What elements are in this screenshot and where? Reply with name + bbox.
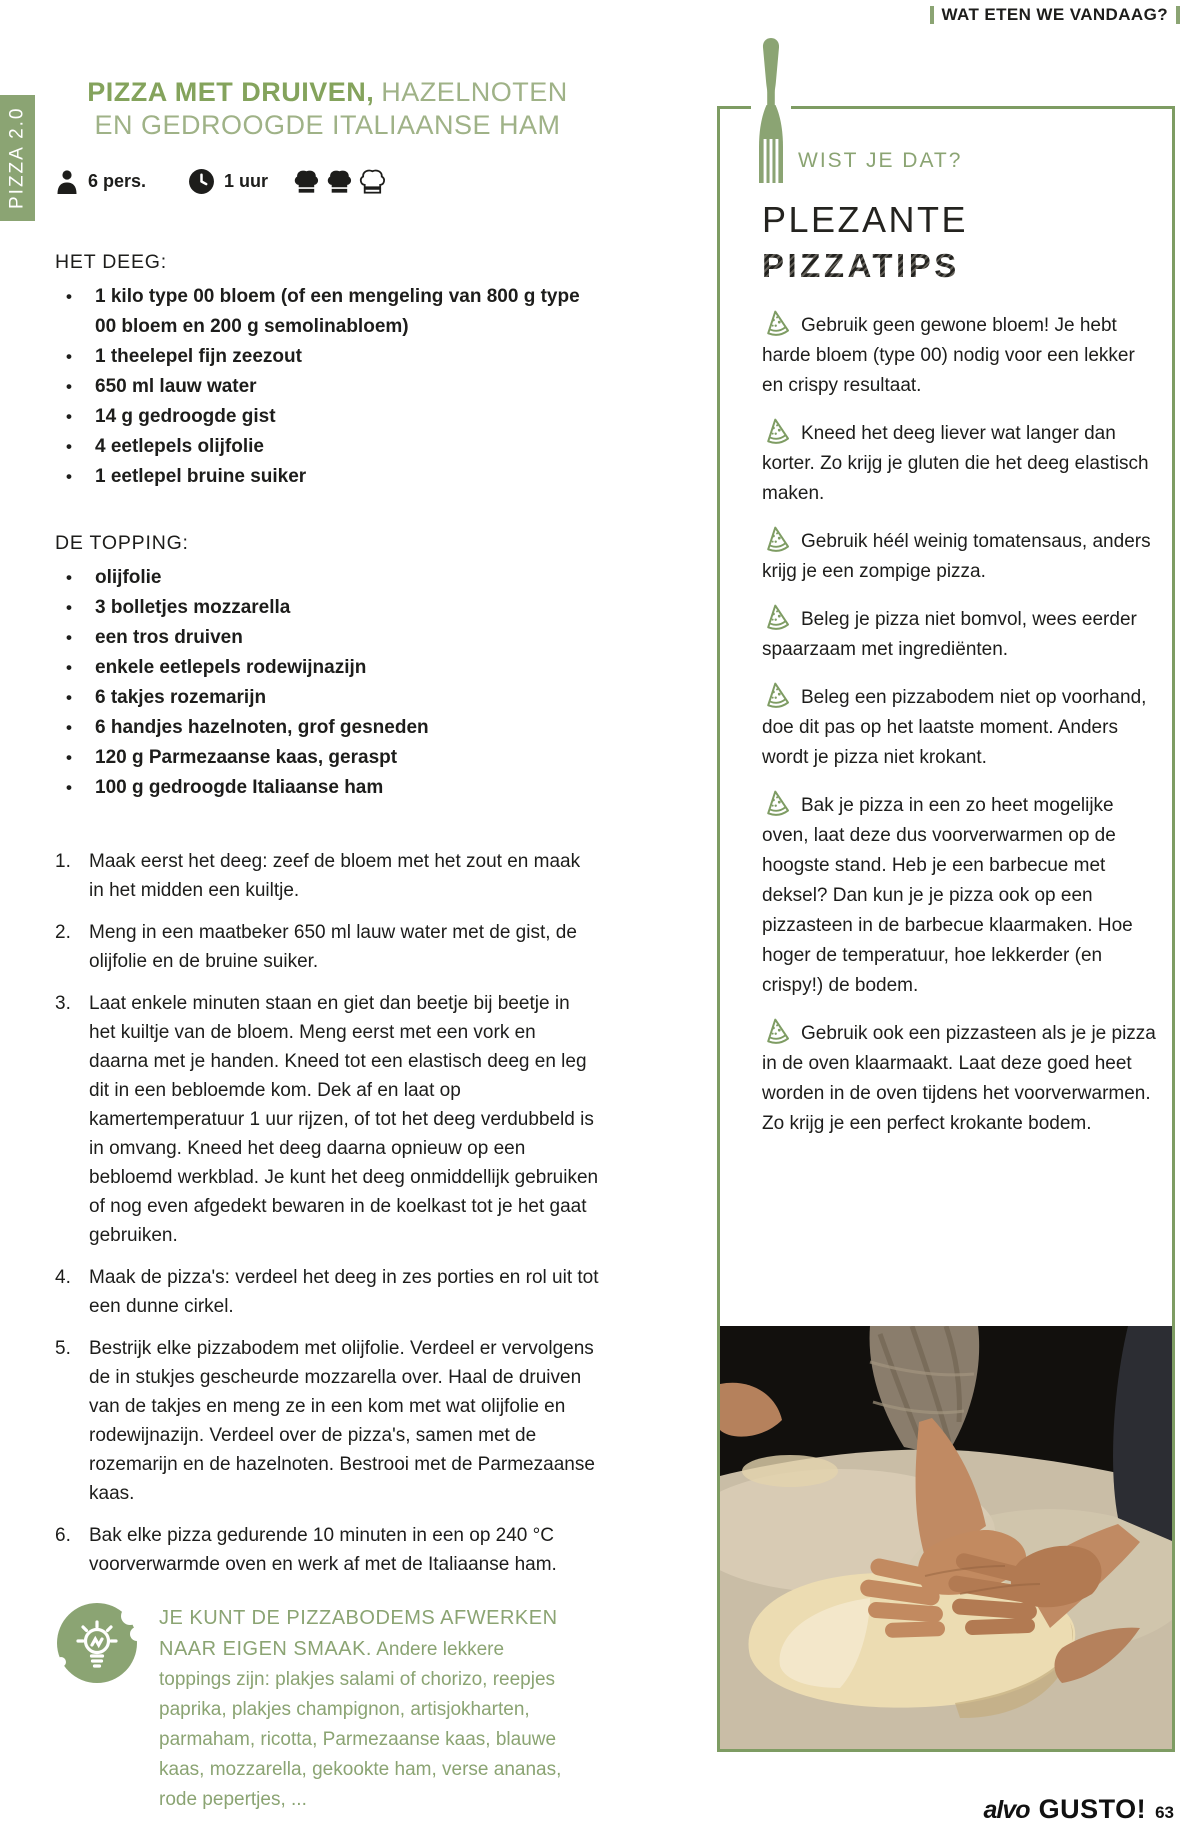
chef-tip-block (55, 1601, 600, 1815)
person-icon (55, 169, 79, 195)
pizza-tip: Bak je pizza in een zo heet mogelijke oven, laat deze dus voorverwarmen op de hoogste stand. Heb je een barbecue met deksel? Dan kun je je pizza ook op een pizzasteen in de barbecue klaarmaken. Hoe hoger de temperatuur, hoe lekkerder (en crispy!) de bodem. (762, 789, 1158, 1001)
pizza-slice-icon (762, 603, 792, 633)
pizza-tip: Gebruik héél weinig tomatensaus, anders krijg je een zompige pizza. (762, 525, 1158, 587)
side-tab-pizza-2-0: PIZZA 2.0 (0, 95, 35, 221)
header-bar-icon (930, 6, 934, 24)
brand-gusto: GUSTO! (1038, 1794, 1147, 1824)
chef-hat-filled-icon (292, 168, 321, 195)
fork-icon (751, 35, 791, 185)
pizza-tip: Kneed het deeg liever wat langer dan korter. Zo krijg je gluten die het deeg elastisch maken. (762, 417, 1158, 509)
chef-hat-outline-icon (358, 168, 387, 195)
tips-kicker: WIST JE DAT? (798, 149, 963, 172)
page-footer (984, 1794, 1174, 1825)
tips-title-line2: PIZZATIPS (762, 247, 960, 284)
ingredient-item: • 1 eetlepel bruine suiker (55, 462, 600, 492)
brand-alvo: alvo (983, 1796, 1030, 1824)
clock-icon (188, 168, 215, 195)
page-number: 63 (1155, 1803, 1174, 1822)
kneading-dough-photo (720, 1326, 1172, 1749)
ingredient-item: • 120 g Parmezaanse kaas, geraspt (55, 743, 600, 773)
preparation-steps (55, 847, 600, 1579)
servings-meta (55, 169, 146, 195)
pizza-slice-icon (762, 525, 792, 555)
recipe-title-light: HAZELNOTEN (381, 77, 568, 107)
dough-heading: HET DEEG: (55, 251, 167, 273)
step-item: Maak eerst het deeg: zeef de bloem met het zout en maak in het midden een kuiltje. (89, 851, 581, 901)
recipe-meta (55, 168, 600, 195)
recipe-column (55, 76, 600, 1815)
ingredient-item: • 14 g gedroogde gist (55, 402, 600, 432)
ingredient-item: • 100 g gedroogde Italiaanse ham (55, 773, 600, 803)
step-item: Bak elke pizza gedurende 10 minuten in een op 240 °C voorverwarmde oven en werk af met de Italiaanse ham. (89, 1525, 557, 1575)
pizza-tip: Beleg je pizza niet bomvol, wees eerder spaarzaam met ingrediënten. (762, 603, 1158, 665)
pizza-tip: Beleg een pizzabodem niet op voorhand, doe dit pas op het laatste moment. Anders wordt je pizza niet krokant. (762, 681, 1158, 773)
time-meta (188, 168, 268, 195)
pizza-slice-icon (762, 1017, 792, 1047)
recipe-title-bold: PIZZA MET DRUIVEN, (87, 77, 375, 107)
lightbulb-bitten-icon (55, 1601, 139, 1685)
ingredient-item: • een tros druiven (55, 623, 600, 653)
pizza-slice-icon (762, 417, 792, 447)
servings-label: 6 pers. (88, 171, 147, 191)
step-item: Bestrijk elke pizzabodem met olijfolie. Verdeel er vervolgens de in stukjes gescheurde mozzarella over. Haal de druiven van de takjes en meng ze in een kom met wat olijfolie en rodewijnazijn. Verdeel over de pizza's, samen met de rozemarijn en de hazelnoten. Bestrooi met de Parmezaanse kaas. (89, 1338, 595, 1504)
header-title: WAT ETEN WE VANDAAG? (941, 5, 1168, 24)
chef-hat-filled-icon (325, 168, 354, 195)
topping-heading: DE TOPPING: (55, 532, 189, 554)
difficulty-rating (292, 168, 387, 195)
chef-tip-rest: Andere lekkere toppings zijn: plakjes salami of chorizo, reepjes paprika, plakjes champignon, artisjokharten, parmaham, ricotta, Parmezaanse kaas, blauwe kaas, mozzarella, gekookte ham, verse ananas, rode pepertjes, ... (159, 1639, 562, 1810)
ingredient-item: • enkele eetlepels rodewijnazijn (55, 653, 600, 683)
step-item: Meng in een maatbeker 650 ml lauw water met de gist, de olijfolie en de bruine suiker. (89, 922, 577, 972)
tips-list (762, 309, 1158, 1155)
ingredient-item: • 650 ml lauw water (55, 372, 600, 402)
ingredient-item: • 1 kilo type 00 bloem (of een mengeling van 800 g type 00 bloem en 200 g semolinabloem) (55, 282, 600, 342)
ingredient-item: • olijfolie (55, 563, 600, 593)
pizza-slice-icon (762, 681, 792, 711)
header-bar-icon (1176, 6, 1180, 24)
ingredient-item: • 4 eetlepels olijfolie (55, 432, 600, 462)
step-item: Laat enkele minuten staan en giet dan beetje bij beetje in het kuiltje van de bloem. Meng eerst met een vork en daarna met je handen. Kneed tot een elastisch deeg en leg dit in een bebloemde kom. Dek af en laat op kamertemperatuur 1 uur rijzen, of tot het deeg verdubbeld is in omvang. Kneed het deeg daarna opnieuw op een bebloemd werkblad. Je kunt het deeg onmiddellijk gebruiken of nog even afgedekt bewaren in de koelkast tot je het gaat gebruiken. (89, 993, 599, 1246)
kneading-dough-photo-art (720, 1326, 1172, 1749)
ingredient-item: • 3 bolletjes mozzarella (55, 593, 600, 623)
time-label: 1 uur (224, 171, 269, 191)
topping-ingredient-list (55, 563, 600, 803)
ingredient-item: • 6 takjes rozemarijn (55, 683, 600, 713)
chef-tip-caps: JE KUNT DE PIZZABODEMS AFWERKEN NAAR EIGEN SMAAK. (159, 1607, 558, 1660)
page-header (930, 5, 1180, 25)
pizza-tip: Gebruik ook een pizzasteen als je je pizza in de oven klaarmaakt. Laat deze goed heet worden in de oven tijdens het voorverwarmen. Zo krijg je een perfect krokante bodem. (762, 1017, 1158, 1139)
dough-ingredient-list (55, 282, 600, 492)
chef-tip-text (159, 1603, 571, 1815)
ingredient-item: • 1 theelepel fijn zeezout (55, 342, 600, 372)
recipe-title-light-2: EN GEDROOGDE ITALIAANSE HAM (94, 110, 561, 140)
pizza-slice-icon (762, 309, 792, 339)
ingredient-item: • 6 handjes hazelnoten, grof gesneden (55, 713, 600, 743)
pizzatips-box (717, 106, 1175, 1752)
recipe-title (55, 76, 600, 142)
step-item: Maak de pizza's: verdeel het deeg in zes porties en rol uit tot een dunne cirkel. (89, 1267, 599, 1317)
pizza-tip: Gebruik geen gewone bloem! Je hebt harde bloem (type 00) nodig voor een lekker en crispy resultaat. (762, 309, 1158, 401)
pizza-slice-icon (762, 789, 792, 819)
tips-title-line1: PLEZANTE (762, 199, 969, 240)
